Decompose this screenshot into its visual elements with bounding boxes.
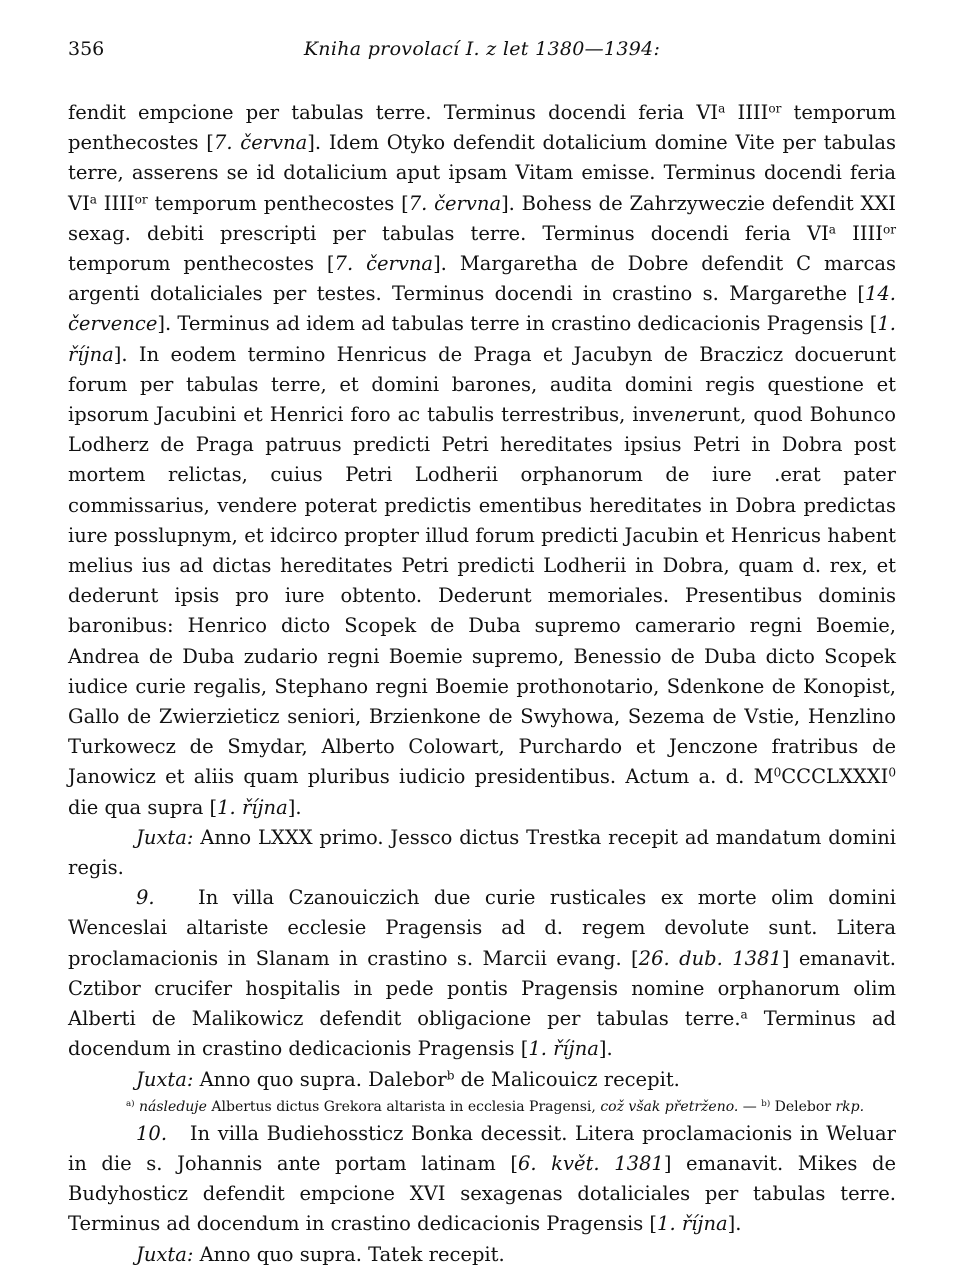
entry-9: 9. In villa Czanouiczich due curie rusticales ex morte olim domini Wenceslai altariste ecclesie Pragensis ad d. regem devolute sunt. Litera proclamacionis in Slanam in crastino s. Marcii evang. [26. dub. 1381] emanavit. Cztibor crucifer hospitalis in pede pontis Pragensis nomine orphanorum olim Alberti de Malikowicz defendit obligacione per tabulas terre.$^a$ Terminus ad docendum in crastino dedicacionis Pragensis [1. října].	[68, 886, 897, 1061]
entry-number: 9.	[136, 886, 155, 910]
entry-10: 10. In villa Budiehossticz Bonka decessit. Litera proclamacionis in Weluar in die s. Johannis ante portam latinam [6. květ. 1381] emanavit. Mikes de Budyhosticz defendit empcione XVI sexagenas dotaliciales per tabulas terre. Terminus ad docendum in crastino dedicacionis Pragensis [1. října].	[68, 1121, 896, 1236]
juxta-note-3: Juxta: Anno quo supra. Tatek recepit.	[136, 1242, 505, 1266]
running-title: Kniha provolací I. z let 1380—1394:	[303, 38, 661, 60]
footnote: $^{a)}$ následuje Albertus dictus Grekora altarista in ecclesia Pragensi, což však přetrženo. — $^{b)}$ Delebor rkp.	[126, 1098, 865, 1115]
juxta-note-1: Juxta: Anno LXXX primo. Jessco dictus Trestka recepit ad mandatum domini regis.	[68, 825, 896, 880]
page-header	[68, 38, 896, 68]
document-body	[68, 98, 896, 1270]
juxta-note-2: Juxta: Anno quo supra. Dalebor$^b$ de Malicouicz recepit.	[136, 1067, 680, 1091]
entry-number: 10.	[136, 1121, 168, 1145]
page	[68, 38, 896, 1270]
paragraph-continuation: fendit empcione per tabulas terre. Terminus docendi feria $VI^a$ $IIII^{or}$ temporum penthecostes [7. června]. Idem Otyko defendit dotalicium domine Vite per tabulas terre, asserens se id dotalicium aput ipsam Vitam emisse. Terminus docendi feria $VI^a$ $IIII^{or}$ temporum penthecostes [7. června]. Bohess de Zahrzyweczie defendit XXI sexag. debiti prescripti per tabulas terre. Terminus docendi feria $VI^a$ $IIII^{or}$ temporum penthecostes [7. června]. Margaretha de Dobre defendit C marcas argenti dotaliciales per testes. Terminus docendi in crastino s. Margarethe [14. července]. Terminus ad idem ad tabulas terre in crastino dedicacionis Pragensis [1. října]. In eodem termino Henricus de Praga et Jacubyn de Braczicz docuerunt forum per tabulas terre, et domini barones, audita domini regis questione et ipsorum Jacubini et Henrici foro ac tabulis terrestribus, invenerunt, quod Bohunco Lodherz de Praga patruus predicti Petri hereditates ipsius Petri in Dobra post mortem relictas, cuius Petri Lodherii orphanorum de iure .erat pater commissarius, vendere poterat predictis ementibus hereditates in Dobra predictas iure posslupnym, et idcirco propter illud forum predicti Jacubin et Henricus habent melius ius ad dictas hereditates Petri predicti Lodherii in Dobra, quam d. rex, et dederunt ipsis pro iure obtento. Dederunt memoriales. Presentibus dominis baronibus: Henrico dicto Scopek de Duba supremo camerario regni Boemie, Andrea de Duba zudario regni Boemie supremo, Benessio de Duba dicto Scopek iudice curie regalis, Stephano regni Boemie prothonotario, Sdenkone de Konopist, Gallo de Zwierzieticz seniori, Brzienkone de Swyhowa, Sezema de Vstie, Henzlino Turkowecz de Smydar, Alberto Colowart, Purchardo et Jenczone fratribus de Janowicz et aliis quam pluribus iudicio presidentibus. Actum a. d. $M^0CCCLXXXI^0$ die qua supra [1. října].	[68, 101, 897, 819]
page-number: 356	[68, 38, 105, 60]
